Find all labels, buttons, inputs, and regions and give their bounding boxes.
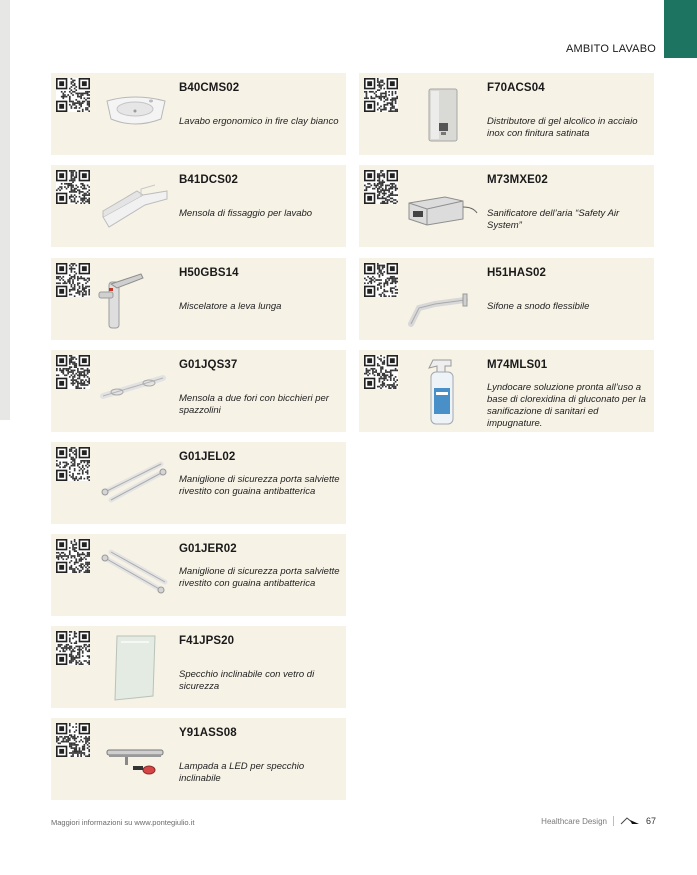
qr-pattern (56, 170, 90, 204)
product-card-m74mls01 (359, 350, 654, 432)
product-card-m73mxe02 (359, 165, 654, 247)
product-code: M74MLS01 (487, 359, 548, 371)
product-description: Lavabo ergonomico in fire clay bianco (179, 116, 339, 127)
left-margin-strip (0, 0, 10, 420)
qr-code-icon[interactable] (56, 263, 90, 297)
qr-pattern (364, 78, 398, 112)
product-card-b41dcs02 (51, 165, 346, 247)
qr-pattern (364, 355, 398, 389)
product-description: Maniglione di sicurezza porta salviette rivestito con guaina antibatterica (179, 566, 340, 589)
page-number: 67 (645, 816, 656, 826)
product-code: F70ACS04 (487, 82, 545, 94)
footer-brand: Healthcare Design (541, 816, 607, 826)
qr-pattern (56, 355, 90, 389)
product-code: B41DCS02 (179, 174, 238, 186)
product-description: Distributore di gel alcolico in acciaio inox con finitura satinata (487, 116, 638, 139)
footer-divider (613, 816, 614, 826)
product-card-y91ass08 (51, 718, 346, 800)
qr-code-icon[interactable] (364, 170, 398, 204)
grab-bar-image (97, 540, 173, 610)
product-description: Sifone a snodo flessibile (487, 301, 590, 312)
product-description: Lampada a LED per specchio inclinabile (179, 761, 305, 784)
qr-code-icon[interactable] (56, 170, 90, 204)
product-description: Lyndocare soluzione pronta all’uso a base di clorexidina di gluconato per la sanificazione di sanitari ed impugnature. (487, 382, 646, 429)
qr-code-icon[interactable] (56, 355, 90, 389)
gel-dispenser-image (405, 79, 481, 149)
footer-info-link[interactable]: Maggiori informazioni su www.pontegiulio.it (51, 818, 195, 827)
mixer-tap-image (97, 264, 173, 334)
qr-code-icon[interactable] (364, 263, 398, 297)
product-card-f41jps20 (51, 626, 346, 708)
qr-code-icon[interactable] (56, 539, 90, 573)
product-card-h50gbs14 (51, 258, 346, 340)
qr-pattern (56, 447, 90, 481)
qr-code-icon[interactable] (364, 355, 398, 389)
product-code: B40CMS02 (179, 82, 240, 94)
siphon-image (405, 264, 481, 334)
product-description: Miscelatore a leva lunga (179, 301, 282, 312)
product-description: Specchio inclinabile con vetro di sicurezza (179, 669, 315, 692)
product-code: Y91ASS08 (179, 727, 237, 739)
qr-pattern (56, 263, 90, 297)
product-code: F41JPS20 (179, 635, 235, 647)
product-description: Sanificatore dell’aria “Safety Air System” (487, 208, 620, 231)
qr-code-icon[interactable] (56, 78, 90, 112)
product-description: Mensola a due fori con bicchieri per spazzolini (179, 393, 329, 416)
led-lamp-image (97, 724, 173, 794)
product-card-h51has02 (359, 258, 654, 340)
product-card-g01jer02 (51, 534, 346, 616)
qr-pattern (56, 78, 90, 112)
product-code: G01JEL02 (179, 451, 236, 463)
qr-pattern (364, 170, 398, 204)
product-card-b40cms02 (51, 73, 346, 155)
toothbrush-shelf-image (97, 356, 173, 426)
product-code: G01JER02 (179, 543, 237, 555)
grab-bar-image (97, 448, 173, 518)
footer-pagination (541, 816, 656, 826)
product-code: H50GBS14 (179, 267, 239, 279)
qr-pattern (56, 631, 90, 665)
mirror-image (97, 632, 173, 702)
product-description: Mensola di fissaggio per lavabo (179, 208, 313, 219)
product-card-g01jqs37 (51, 350, 346, 432)
section-color-tab (664, 0, 697, 58)
qr-code-icon[interactable] (56, 447, 90, 481)
product-description: Maniglione di sicurezza porta salviette rivestito con guaina antibatterica (179, 474, 340, 497)
basin-bracket-image (97, 171, 173, 241)
product-card-f70acs04 (359, 73, 654, 155)
washbasin-image (97, 79, 173, 149)
qr-pattern (364, 263, 398, 297)
qr-pattern (56, 539, 90, 573)
spray-bottle-image (405, 356, 481, 426)
air-sanitizer-image (405, 171, 481, 241)
qr-code-icon[interactable] (364, 78, 398, 112)
qr-code-icon[interactable] (56, 723, 90, 757)
product-code: H51HAS02 (487, 267, 546, 279)
qr-code-icon[interactable] (56, 631, 90, 665)
brand-logo-icon (620, 817, 640, 825)
product-card-g01jel02 (51, 442, 346, 524)
product-code: G01JQS37 (179, 359, 238, 371)
product-code: M73MXE02 (487, 174, 548, 186)
qr-pattern (56, 723, 90, 757)
section-title: AMBITO LAVABO (565, 43, 656, 55)
